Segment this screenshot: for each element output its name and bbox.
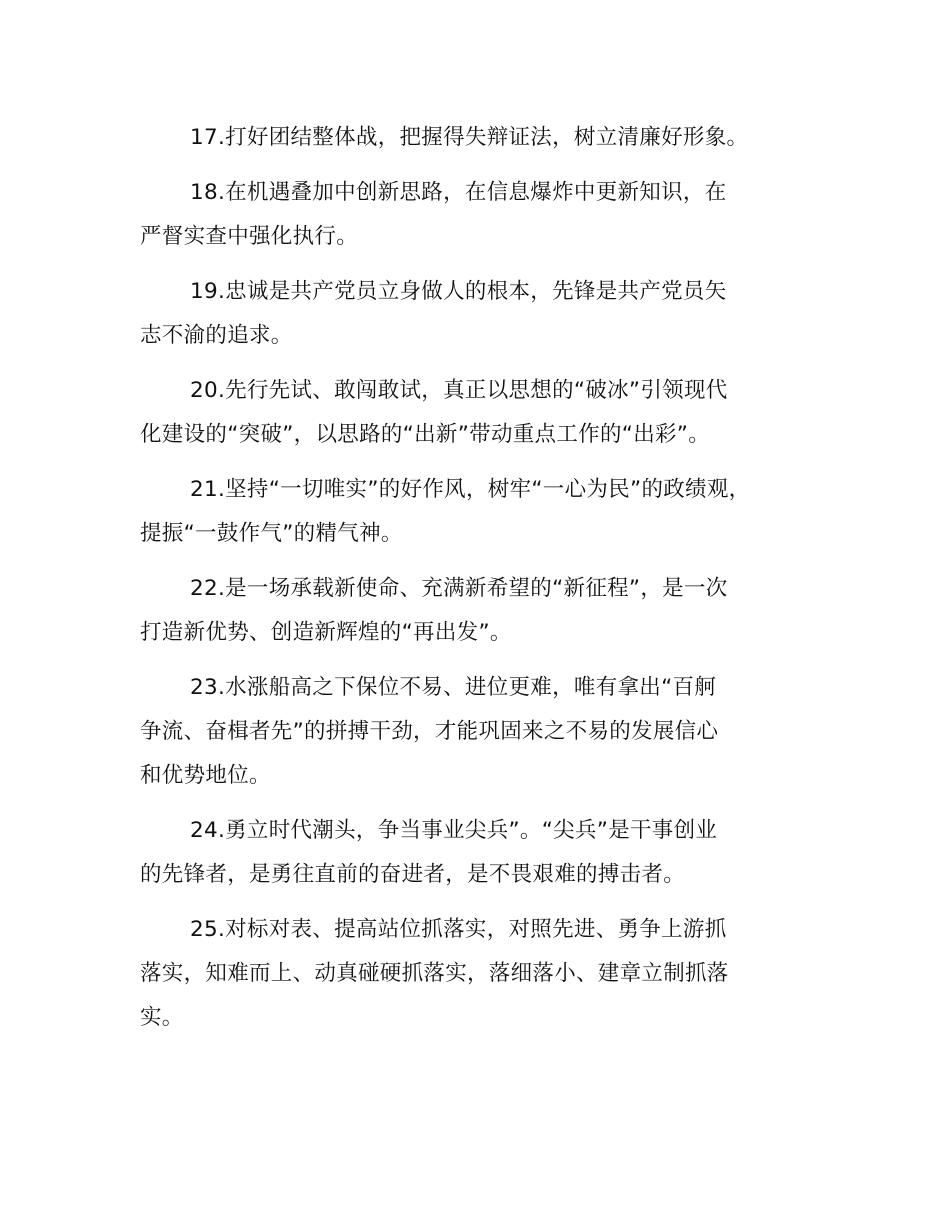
paragraph-line: 19.忠诚是共产党员立身做人的根本，先锋是共产党员矢 [190, 279, 727, 304]
paragraph-25 [140, 908, 820, 1040]
paragraph-line: 21.坚持“一切唯实”的好作风，树牢“一心为民”的政绩观， [190, 477, 751, 502]
paragraph-line: 和优势地位。 [140, 763, 271, 788]
paragraph-20 [140, 369, 820, 457]
paragraph-line: 严督实查中强化执行。 [140, 224, 359, 249]
paragraph-line: 22.是一场承载新使命、充满新希望的“新征程”，是一次 [190, 576, 728, 601]
paragraph-line: 化建设的“突破”，以思路的“出新”带动重点工作的“出彩”。 [140, 422, 711, 447]
paragraph-23 [140, 666, 820, 798]
paragraph-18 [140, 171, 820, 259]
paragraph-line: 24.勇立时代潮头，争当事业尖兵”。“尖兵”是干事创业 [190, 818, 718, 843]
paragraph-line: 实。 [140, 1005, 184, 1030]
paragraph-line: 落实，知难而上、动真碰硬抓落实，落细落小、建章立制抓落 [140, 961, 729, 986]
document-body [140, 116, 820, 1051]
paragraph-line: 20.先行先试、敢闯敢试，真正以思想的“破冰”引领现代 [190, 378, 728, 403]
paragraph-line: 23.水涨船高之下保位不易、进位更难，唯有拿出“百舸 [190, 675, 717, 700]
paragraph-24 [140, 809, 820, 897]
paragraph-line: 18.在机遇叠加中创新思路，在信息爆炸中更新知识，在 [190, 180, 727, 205]
paragraph-line: 的先锋者，是勇往直前的奋进者，是不畏艰难的搏击者。 [140, 862, 686, 887]
paragraph-line: 志不渝的追求。 [140, 323, 293, 348]
paragraph-line: 打造新优势、创造新辉煌的“再出发”。 [140, 620, 512, 645]
paragraph-line: 争流、奋楫者先”的拼搏干劲，才能巩固来之不易的发展信心 [140, 719, 719, 744]
paragraph-22 [140, 567, 820, 655]
paragraph-line: 25.对标对表、提高站位抓落实，对照先进、勇争上游抓 [190, 917, 727, 942]
paragraph-19 [140, 270, 820, 358]
paragraph-line: 提振“一鼓作气”的精气神。 [140, 521, 403, 546]
paragraph-17 [140, 116, 820, 160]
paragraph-line: 17.打好团结整体战，把握得失辩证法，树立清廉好形象。 [190, 125, 749, 150]
paragraph-21 [140, 468, 820, 556]
